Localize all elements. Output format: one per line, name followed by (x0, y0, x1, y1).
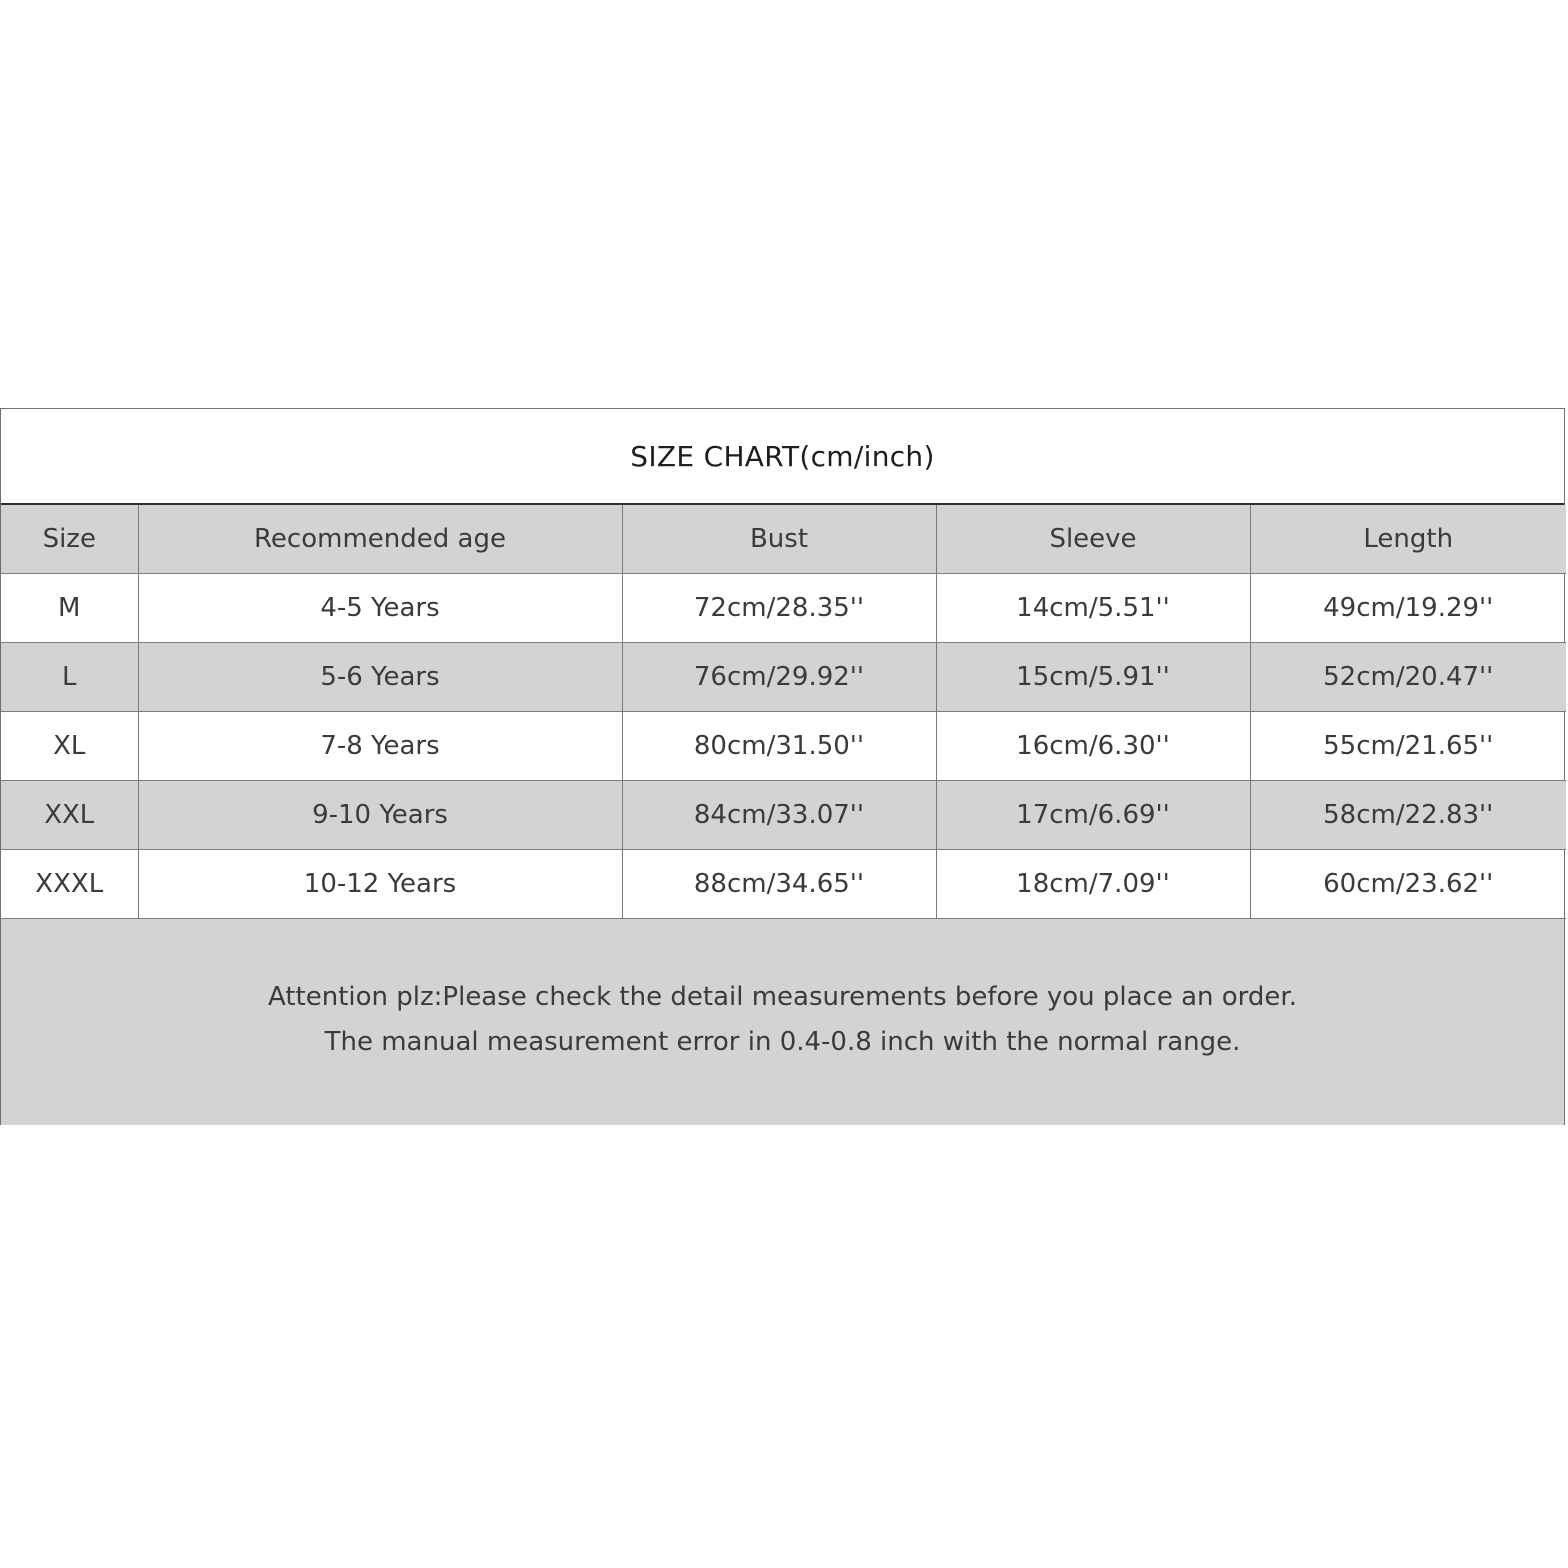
cell-length: 52cm/20.47'' (1250, 643, 1566, 712)
header-bust: Bust (622, 505, 936, 574)
cell-sleeve: 15cm/5.91'' (936, 643, 1250, 712)
cell-bust: 72cm/28.35'' (622, 574, 936, 643)
size-table (1, 505, 1566, 919)
attention-note (1, 919, 1564, 1125)
header-recommended-age: Recommended age (138, 505, 622, 574)
cell-size: XXL (1, 781, 138, 850)
cell-sleeve: 17cm/6.69'' (936, 781, 1250, 850)
cell-age: 5-6 Years (138, 643, 622, 712)
cell-age: 9-10 Years (138, 781, 622, 850)
table-row (1, 574, 1566, 643)
cell-length: 49cm/19.29'' (1250, 574, 1566, 643)
header-length: Length (1250, 505, 1566, 574)
cell-bust: 84cm/33.07'' (622, 781, 936, 850)
cell-length: 55cm/21.65'' (1250, 712, 1566, 781)
cell-bust: 80cm/31.50'' (622, 712, 936, 781)
table-row (1, 643, 1566, 712)
cell-sleeve: 18cm/7.09'' (936, 850, 1250, 919)
table-row (1, 712, 1566, 781)
cell-bust: 76cm/29.92'' (622, 643, 936, 712)
size-chart (0, 408, 1565, 1125)
cell-sleeve: 16cm/6.30'' (936, 712, 1250, 781)
cell-size: XXXL (1, 850, 138, 919)
cell-age: 4-5 Years (138, 574, 622, 643)
cell-sleeve: 14cm/5.51'' (936, 574, 1250, 643)
table-header-row (1, 505, 1566, 574)
attention-note-line-2: The manual measurement error in 0.4-0.8 inch with the normal range. (324, 1027, 1241, 1057)
table-row (1, 781, 1566, 850)
cell-size: L (1, 643, 138, 712)
header-size: Size (1, 505, 138, 574)
header-sleeve: Sleeve (936, 505, 1250, 574)
cell-age: 10-12 Years (138, 850, 622, 919)
size-chart-title-row (1, 409, 1564, 505)
cell-length: 58cm/22.83'' (1250, 781, 1566, 850)
attention-note-line-1: Attention plz:Please check the detail measurements before you place an order. (268, 982, 1297, 1012)
table-row (1, 850, 1566, 919)
cell-bust: 88cm/34.65'' (622, 850, 936, 919)
cell-size: M (1, 574, 138, 643)
cell-length: 60cm/23.62'' (1250, 850, 1566, 919)
cell-age: 7-8 Years (138, 712, 622, 781)
size-chart-title: SIZE CHART(cm/inch) (630, 439, 935, 473)
cell-size: XL (1, 712, 138, 781)
